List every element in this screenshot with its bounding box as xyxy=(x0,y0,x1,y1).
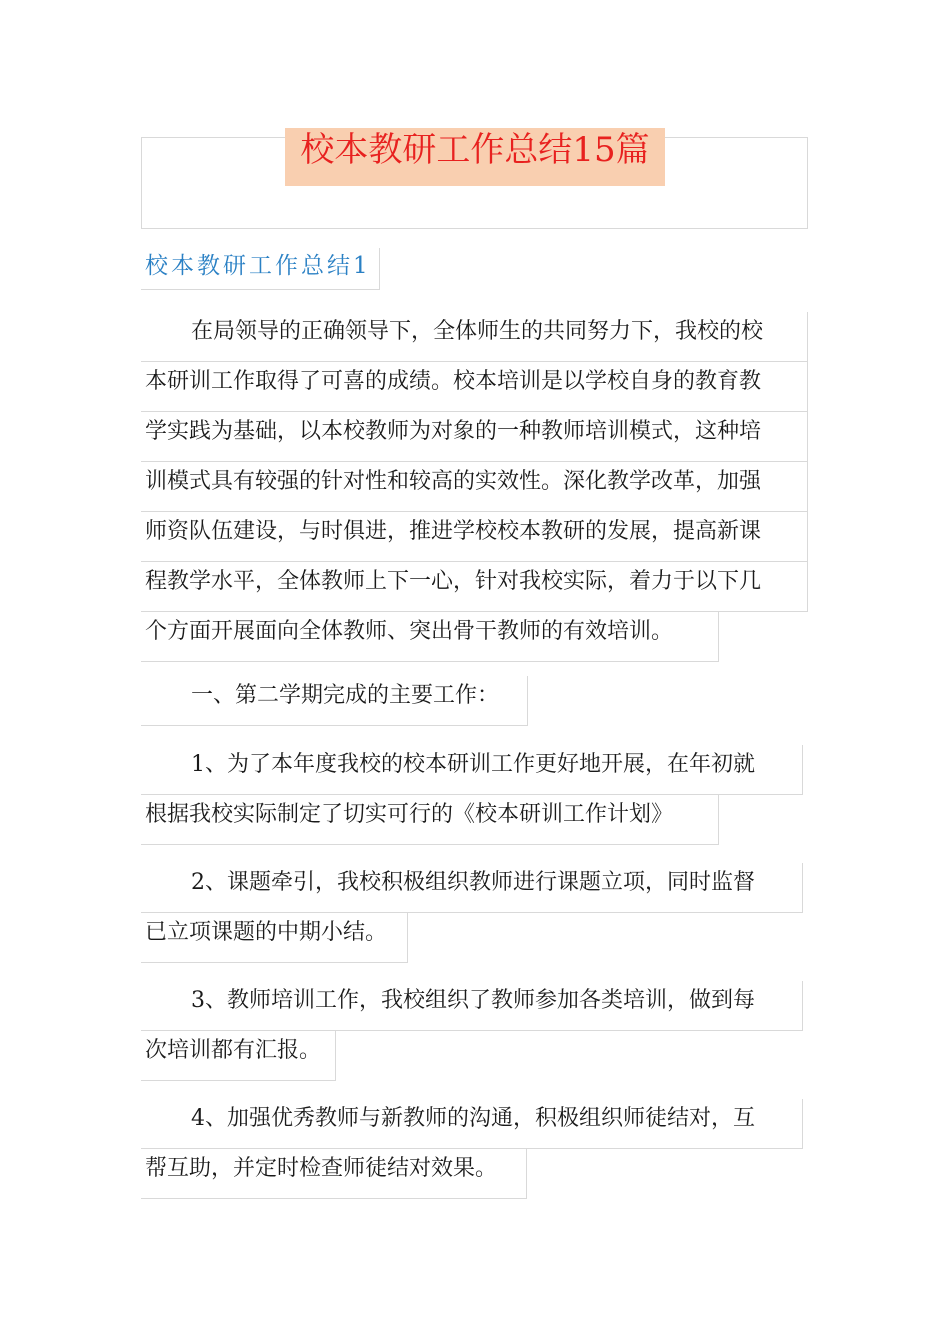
paragraph-line: 3、教师培训工作，我校组织了教师参加各类培训，做到每 xyxy=(141,981,803,1031)
paragraph-line: 1、为了本年度我校的校本研训工作更好地开展，在年初就 xyxy=(141,745,803,795)
paragraph-line: 师资队伍建设，与时俱进，推进学校校本教研的发展，提高新课 xyxy=(141,512,808,562)
paragraph-line: 训模式具有较强的针对性和较高的实效性。深化教学改革，加强 xyxy=(141,462,808,512)
paragraph-2 xyxy=(141,676,528,726)
paragraph-line: 个方面开展面向全体教师、突出骨干教师的有效培训。 xyxy=(141,612,719,662)
paragraph-line: 根据我校实际制定了切实可行的《校本研训工作计划》 xyxy=(141,795,719,845)
paragraph-4 xyxy=(141,863,803,963)
document-title: 校本教研工作总结15篇 xyxy=(300,130,650,170)
paragraph-line: 已立项课题的中期小结。 xyxy=(141,913,408,963)
paragraph-line: 在局领导的正确领导下，全体师生的共同努力下，我校的校 xyxy=(141,312,808,362)
paragraph-line: 一、第二学期完成的主要工作： xyxy=(141,676,528,726)
paragraph-line: 4、加强优秀教师与新教师的沟通，积极组织师徒结对，互 xyxy=(141,1099,803,1149)
paragraph-line: 帮互助，并定时检查师徒结对效果。 xyxy=(141,1149,527,1199)
paragraph-line: 本研训工作取得了可喜的成绩。校本培训是以学校自身的教育教 xyxy=(141,362,808,412)
paragraph-line: 学实践为基础，以本校教师为对象的一种教师培训模式，这种培 xyxy=(141,412,808,462)
paragraph-3 xyxy=(141,745,803,845)
paragraph-5 xyxy=(141,981,803,1081)
section-heading: 校本教研工作总结1 xyxy=(141,248,380,290)
paragraph-6 xyxy=(141,1099,803,1199)
paragraph-line: 程教学水平，全体教师上下一心，针对我校实际，着力于以下几 xyxy=(141,562,808,612)
paragraph-line: 次培训都有汇报。 xyxy=(141,1031,336,1081)
paragraph-line: 2、课题牵引，我校积极组织教师进行课题立项，同时监督 xyxy=(141,863,803,913)
paragraph-1 xyxy=(141,312,808,662)
